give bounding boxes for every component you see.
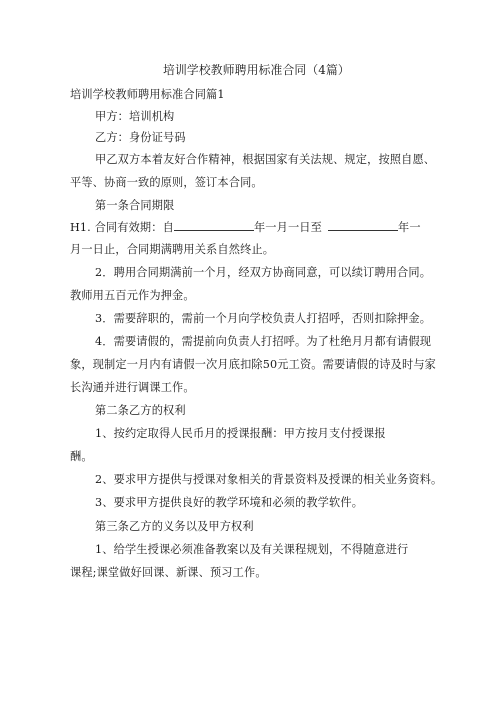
end-year-blank [328,221,398,231]
intro-paragraph-line-2: 平等、协商一致的原则，签订本合同。 [70,176,263,189]
article-1-item-4-line-1: 4．需要请假的，需提前向负责人打招呼。为了杜绝月月都有请假现 [95,335,432,348]
article-1-item-4-line-2: 象，现制定一月内有请假一次月底扣除50元工资。需要请假的诗及时与家 [70,358,436,371]
article-1-heading: 第一条合同期限 [95,199,175,212]
article-2-item-1-line-1: 1、按约定取得人民币月的授课报酬：甲方按月支付授课报 [95,427,386,440]
article-2-item-1-line-2: 酬。 [70,450,93,463]
article-3-item-1-line-2: 课程;课堂做好回课、新课、预习工作。 [70,566,267,579]
intro-paragraph-line-1: 甲乙双方本着友好合作精神，根据国家有关法规、规定，按照自愿、 [95,153,436,166]
start-year-blank [174,221,254,231]
article-3-heading: 第三条乙方的义务以及甲方权利 [95,520,254,533]
article-1-item-1-line-1 [70,221,421,235]
article-1-item-2-line-2: 教师用五百元作为押金。 [70,289,195,302]
article-2-item-2: 2、要求甲方提供与授课对象相关的背景资料及授课的相关业务资料。 [95,473,443,486]
document-title: 培训学校教师聘用标准合同（4篇） [163,63,350,77]
party-a-line: 甲方：培训机构 [95,110,175,123]
article-1-item-1-line-2: 月一日止，合同期满聘用关系自然终止。 [70,243,275,256]
article-1-item-2-line-1: 2．聘用合同期满前一个月，经双方协商同意，可以续订聘用合同。 [95,266,432,279]
party-b-line: 乙方：身份证号码 [95,131,186,144]
article-2-heading: 第二条乙方的权利 [95,404,186,417]
contract-subtitle: 培训学校教师聘用标准合同篇1 [70,88,225,101]
item-1-suffix: 年一 [397,221,421,234]
article-1-item-3: 3．需要辞职的，需前一个月向学校负责人打招呼，否则扣除押金。 [95,312,432,325]
article-3-item-1-line-1: 1、给学生授课必须准备教案以及有关课程规划，不得随意进行 [95,543,409,556]
item-1-prefix: H1. 合同有效期：自 [70,221,174,234]
item-1-mid: 年一月一日至 [253,221,322,234]
article-1-item-4-line-3: 长沟通并进行调课工作。 [70,381,195,394]
article-2-item-3: 3、要求甲方提供良好的教学环境和必须的教学软件。 [95,496,364,509]
